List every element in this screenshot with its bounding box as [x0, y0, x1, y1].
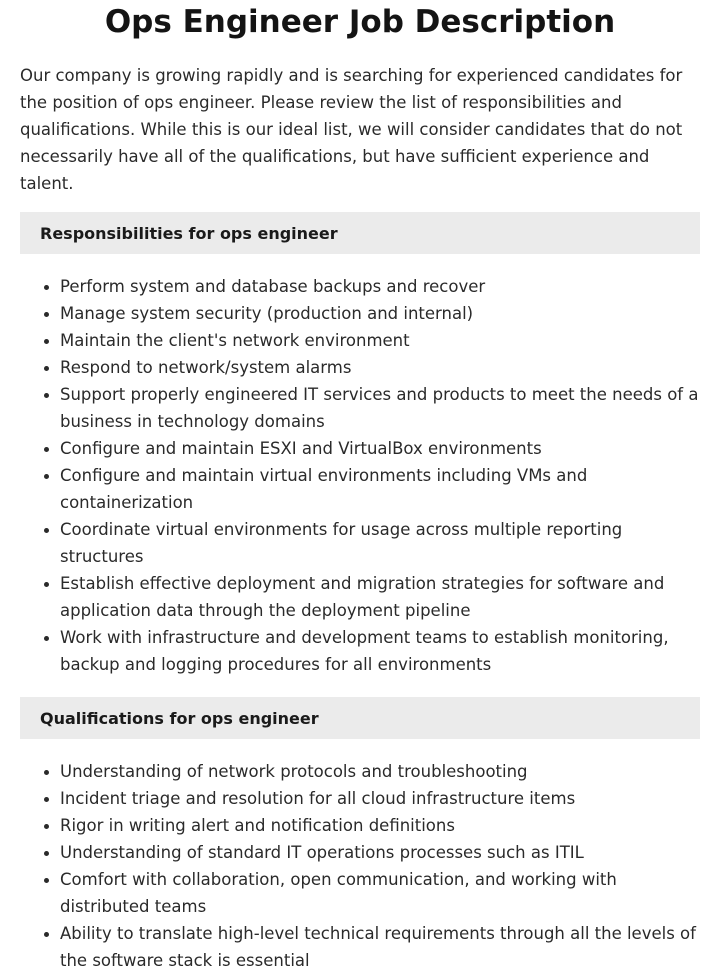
list-item: Incident triage and resolution for all cloud infrastructure items	[60, 785, 700, 812]
list-item: Respond to network/system alarms	[60, 354, 700, 381]
list-item: Comfort with collaboration, open communication, and working with distributed teams	[60, 866, 700, 920]
list-item: Maintain the client's network environment	[60, 327, 700, 354]
responsibilities-header	[20, 212, 700, 254]
list-item: Manage system security (production and internal)	[60, 300, 700, 327]
list-item: Understanding of standard IT operations processes such as ITIL	[60, 839, 700, 866]
list-item: Configure and maintain ESXI and VirtualBox environments	[60, 435, 700, 462]
list-item: Rigor in writing alert and notification definitions	[60, 812, 700, 839]
list-item: Understanding of network protocols and troubleshooting	[60, 758, 700, 785]
intro-paragraph: Our company is growing rapidly and is searching for experienced candidates for the position of ops engineer. Please review the list of responsibilities and qualifications. While this is our ideal list, we will consider candidates that do not necessarily have all of the qualifications, but have sufficient experience and talent.	[20, 66, 683, 193]
list-item: Coordinate virtual environments for usage across multiple reporting structures	[60, 516, 700, 570]
qualifications-heading: Qualifications for ops engineer	[40, 708, 319, 728]
list-item: Configure and maintain virtual environments including VMs and containerization	[60, 462, 700, 516]
list-item: Work with infrastructure and development teams to establish monitoring, backup and logging procedures for all environments	[60, 624, 700, 678]
list-item: Support properly engineered IT services and products to meet the needs of a business in technology domains	[60, 381, 700, 435]
qualifications-list	[20, 758, 700, 974]
list-item: Establish effective deployment and migration strategies for software and application data through the deployment pipeline	[60, 570, 700, 624]
responsibilities-list	[20, 273, 700, 678]
responsibilities-heading: Responsibilities for ops engineer	[40, 223, 338, 243]
qualifications-header	[20, 697, 700, 739]
list-item: Ability to translate high-level technical requirements through all the levels of the software stack is essential	[60, 920, 700, 974]
page-title: Ops Engineer Job Description	[104, 4, 616, 40]
list-item: Perform system and database backups and recover	[60, 273, 700, 300]
